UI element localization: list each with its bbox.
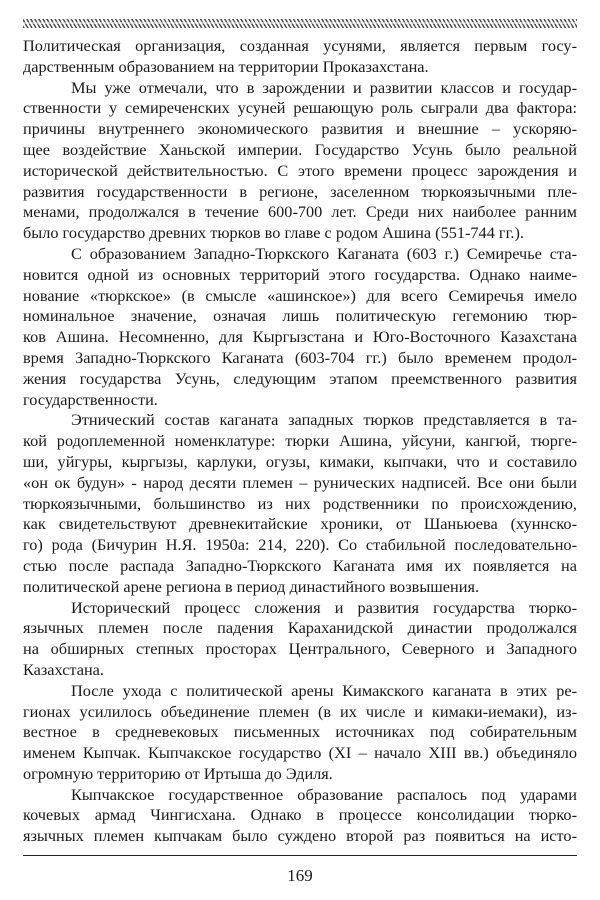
text-line: на обширных степных просторах Центрального, Северного и Западного [23,639,577,659]
text-line: После ухода с политической арены Кимакского каганата в этих ре- [71,680,577,700]
text-line: Кыпчакское государственное образование распалось под ударами [71,784,577,804]
text-line: развития государственности в регионе, заселенном тюркоязычными пле- [23,181,577,201]
text-line: Казахстана. [23,659,104,679]
text-line: С образованием Западно-Тюркского Каганата (603 г.) Семиречье ста- [71,243,577,263]
paragraph [23,244,577,410]
paragraph [23,78,577,244]
text-line: государственности. [23,389,158,409]
page-number: 169 [287,866,313,885]
body-text [23,36,577,847]
text-line: Исторический процесс сложения и развития государства тюрко- [71,597,577,617]
text-line: новится одной из основных территорий этого государства. Однако наиме- [23,264,577,284]
text-line: номинальное значение, означая лишь политическую гегемонию тюр- [23,306,577,326]
text-line: нование «тюркское» (в смысле «ашинское») для всего Семиречья имело [23,285,577,305]
text-line: кочевых армад Чингисхана. Однако в процессе консолидации тюрко- [23,805,577,825]
footer-rule [23,855,577,856]
text-line: менами, продолжался в течение 600-700 лет. Среди них наиболее ранним [23,202,577,222]
text-line: гионах усилилось объединение племен (в их числе и кимаки-иемаки), из- [23,701,577,721]
paragraph [23,598,577,681]
text-line: ков Ашина. Несомненно, для Кыргызстана и Юго-Восточного Казахстана [23,327,577,347]
text-line: ши, уйгуры, кыргызы, карлуки, огузы, кимаки, кыпчаки, что и составило [23,451,577,471]
text-line: ственности у семиреченских усуней решающую роль сыграли два фактора: [23,98,577,118]
text-line: время Западно-Тюркского Каганата (603-704 гг.) было временем продол- [23,347,577,367]
text-line: «он ок будун» - народ десяти племен – рунических надписей. Все они были [23,472,577,492]
text-line: было государство древних тюрков во главе с родом Ашина (551-744 гг.). [23,223,524,243]
text-line: Этнический состав каганата западных тюрков представляется в та- [71,410,577,430]
text-line: тюркоязычными, большинство из них родственники по происхождению, [23,493,577,513]
text-line: язычных племен кыпчакам было суждено второй раз появиться на исто- [23,826,577,846]
paragraph [23,410,577,597]
text-line: именем Кыпчак. Кыпчакское государство (XI – начало XIII вв.) объединяло [23,743,577,763]
text-line: причины внутреннего экономического развития и внешние – ускоряю- [23,119,577,139]
text-line: вестное в средневековых письменных источниках под собирательным [23,722,577,742]
text-line: жения государства Усунь, следующим этапом преемственного развития [23,368,577,388]
text-line: исторической действительностью. С этого времени процесс зарождения и [23,160,577,180]
text-line: Политическая организация, созданная усунями, является первым госу- [23,36,577,55]
text-line: политической арене региона в период династийного возвышения. [23,576,480,596]
text-line: дарственным образованием на территории Проказахстана. [23,56,429,76]
paragraph [23,785,577,847]
text-line: кой родоплеменной номенклатуре: тюрки Ашина, уйсуни, кангюй, тюрге- [23,431,577,451]
header-ornament-border [23,19,577,28]
text-line: го) рода (Бичурин Н.Я. 1950а: 214, 220). Со стабильной последовательно- [23,535,577,555]
text-line: Мы уже отмечали, что в зарождении и развитии классов и государ- [71,77,577,97]
text-line: как свидетельствуют древнекитайские хроники, от Шаньюева (хуннско- [23,514,577,534]
text-line: стью после распада Западно-Тюркского Каганата имя их появляется на [23,555,577,575]
paragraph [23,36,577,78]
text-line: огромную территорию от Иртыша до Эдиля. [23,763,333,783]
paragraph [23,681,577,785]
text-line: щее воздействие Ханьской империи. Государство Усунь было реальной [23,139,577,159]
text-line: язычных племен после падения Караханидской династии продолжался [23,618,577,638]
